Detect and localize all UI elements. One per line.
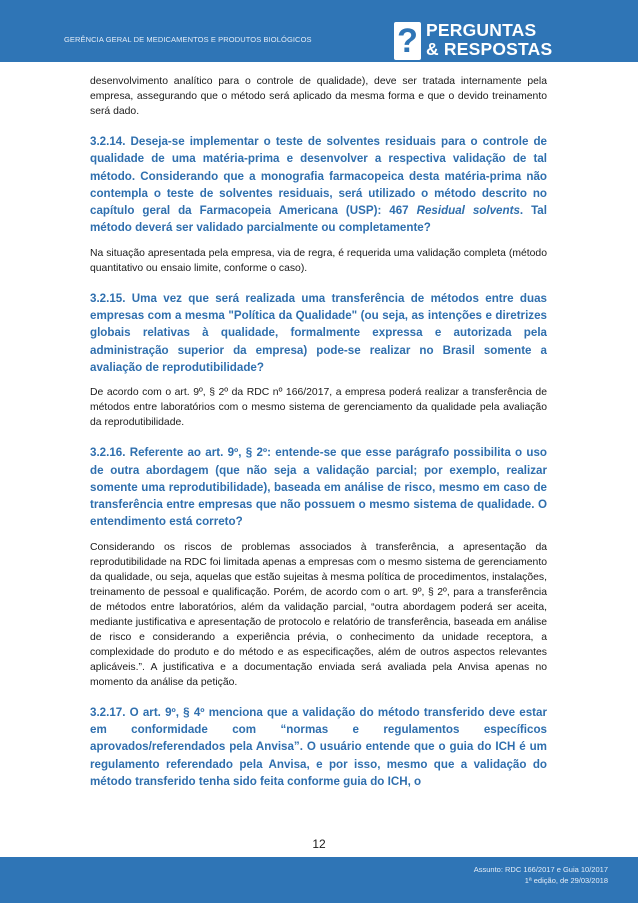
- answer-3-2-16: Considerando os riscos de problemas associados à transferência, a apresentação da reprodutibilidade na RDC foi limitada apenas a empresas com o mesmo sistema de gerenciamento da qualidade, ou seja, aquelas que estão sujeitas à mesma política de procedimentos, instalações, treinamento de pessoal e qualificação. Porém, de acordo com o art. 9º, § 2º, para a transferência de métodos entre laboratórios, além da validação parcial, “outra abordagem poderá ser aceita, mediante justificativa e apresentação de protocolo e relatório de transferência, baseada em análise de risco e considerando a experiência prévia, o conhecimento da unidade receptora, a complexidade do produto e do método e as especificações, além de outros aspectos relevantes aplicáveis.”. A justificativa e a documentação enviada será avaliada pela Anvisa apenas no momento da análise da petição.: [90, 541, 547, 688]
- footer-edition: 1ª edição, de 29/03/2018: [524, 876, 608, 885]
- question-3-2-14-text: 3.2.14. Deseja-se implementar o teste de solventes residuais para o controle de qualidade de uma matéria-prima e desenvolver a respectiva validação de tal método. Considerando que a monografia farmacopeica desta matéria-prima não contempla o teste de solventes residuais, será utilizado o método descrito no capítulo geral da Farmacopeia Americana (USP): 467: [90, 135, 547, 218]
- question-3-2-17: 3.2.17. O art. 9º, § 4º menciona que a validação do método transferido deve estar em conformidade com “normas e regulamentos específicos aprovados/referendados pela Anvisa”. O usuário entende que o guia do ICH é um regulamento referendado pela Anvisa, e por isso, mesmo que a validação do método transferido tenha sido feita conforme guia do ICH, o: [90, 705, 547, 788]
- question-3-2-16: 3.2.16. Referente ao art. 9º, § 2º: entende-se que esse parágrafo possibilita o uso de outra abordagem (que não seja a validação parcial; por exemplo, realizar somente uma reprodutibilidade), baseada em análise de risco, mesmo em caso de transferência entre empresas que não possuem o mesmo sistema de qualidade. O entendimento está correto?: [90, 446, 547, 529]
- footer-subject: Assunto: RDC 166/2017 e Guia 10/2017: [473, 865, 608, 874]
- logo-mark: ?: [397, 22, 418, 60]
- question-3-2-15: 3.2.15. Uma vez que será realizada uma transferência de métodos entre duas empresas com a mesma "Política da Qualidade" (ou seja, as intenções e diretrizes globais relativas à qualidade, formalmente expressa e autorizada pela administração superior da empresa) pode-se realizar no Brasil somente a avaliação de reprodutibilidade?: [90, 291, 547, 374]
- logo-title-line2: & RESPOSTAS: [426, 39, 553, 59]
- logo-title-line1: PERGUNTAS: [426, 20, 537, 40]
- document-body: [90, 74, 547, 790]
- answer-3-2-15: De acordo com o art. 9º, § 2º da RDC nº 166/2017, a empresa poderá realizar a transferência de métodos entre laboratórios com o mesmo sistema de gerenciamento da qualidade pela avaliação da reprodutibilidade.: [90, 387, 547, 429]
- question-3-2-14: [90, 133, 547, 237]
- page-number: 12: [312, 837, 326, 851]
- question-3-2-14-end: . Tal método deverá ser validado parcialmente ou completamente?: [90, 204, 547, 235]
- answer-3-2-14: Na situação apresentada pela empresa, via de regra, é requerida uma validação completa (método quantitativo ou ensaio limite, conforme o caso).: [90, 247, 547, 274]
- header-department: GERÊNCIA GERAL DE MEDICAMENTOS E PRODUTOS BIOLÓGICOS: [64, 35, 312, 44]
- intro-paragraph: desenvolvimento analítico para o controle de qualidade), deve ser tratada internamente pela empresa, assegurando que o método será aplicado da mesma forma e que o devido treinamento será dado.: [90, 76, 547, 117]
- question-3-2-14-italic: Residual solvents: [416, 204, 520, 218]
- question-mark-logo-icon: [394, 22, 421, 60]
